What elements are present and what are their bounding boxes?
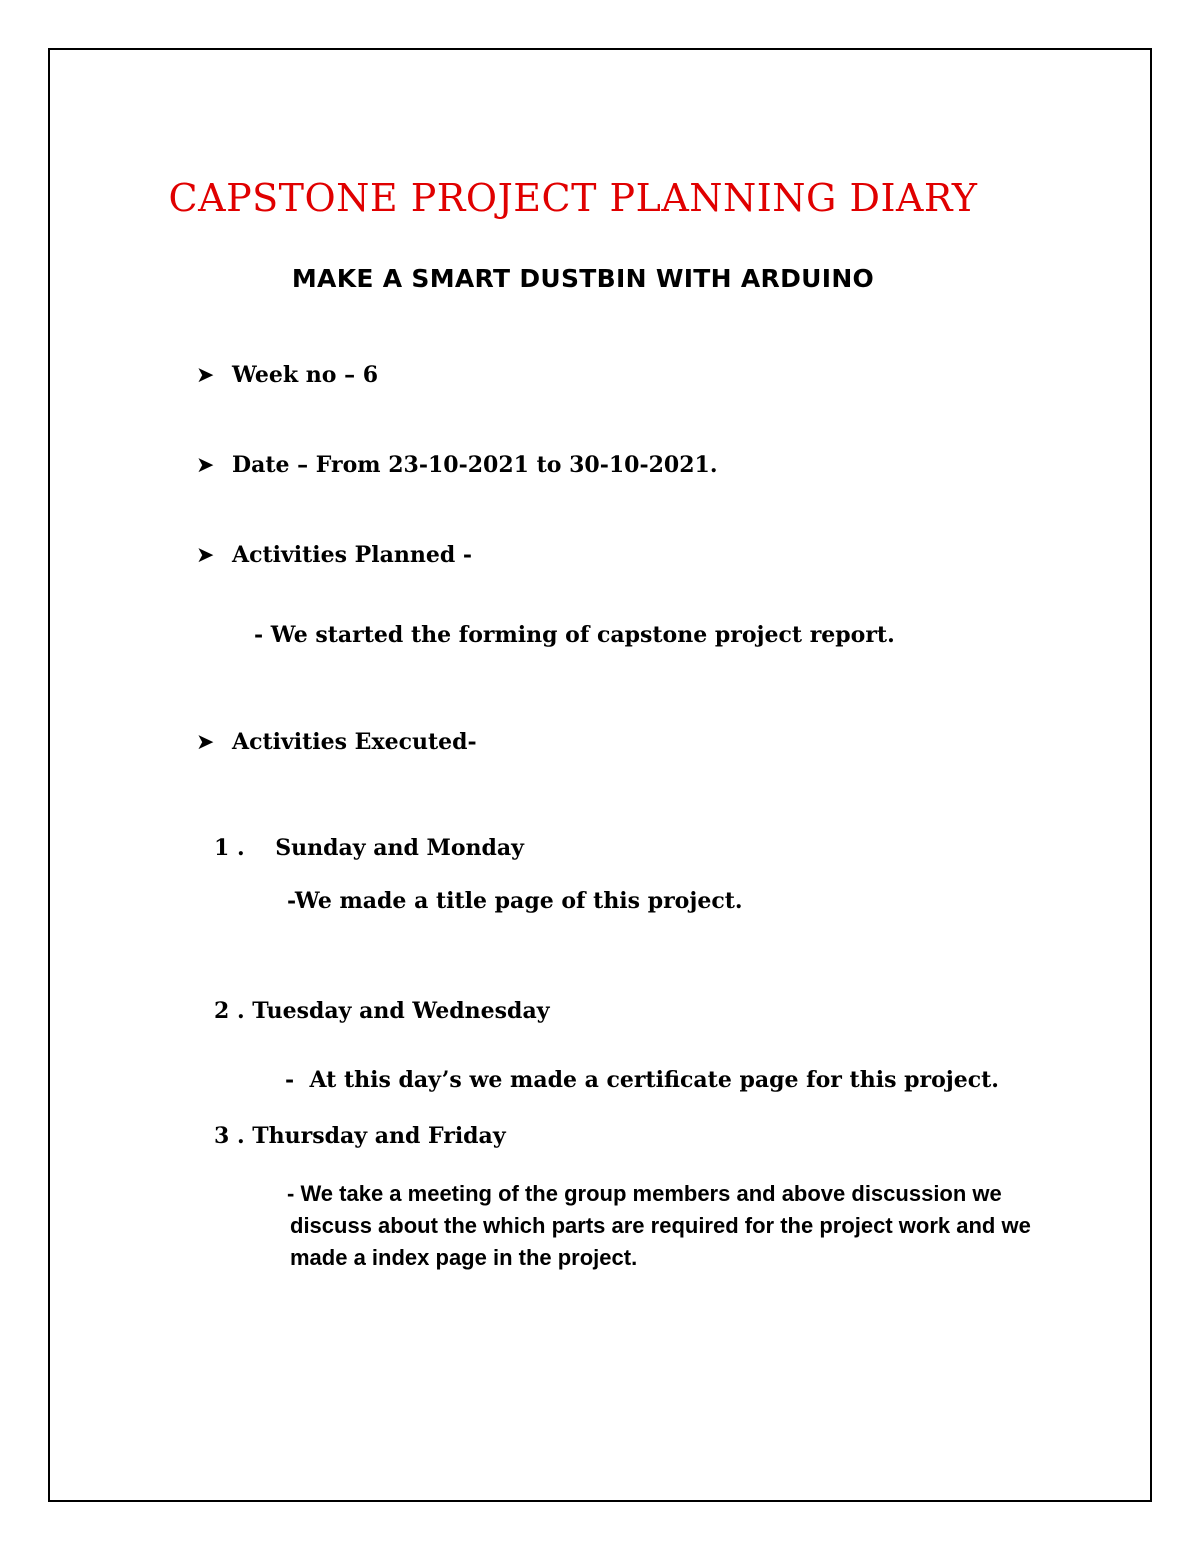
activities-executed-heading: Activities Executed- xyxy=(232,729,477,755)
day-3-text-line: - We take a meeting of the group members and above discussion we xyxy=(287,1181,1002,1206)
activities-planned-text: - We started the forming of capstone project report. xyxy=(254,622,895,648)
activities-planned-heading: Activities Planned - xyxy=(232,542,473,568)
day-3-heading: 3 . Thursday and Friday xyxy=(214,1123,506,1149)
arrow-bullet-icon: ➤ xyxy=(196,453,215,478)
date-range: Date – From 23-10-2021 to 30-10-2021. xyxy=(232,452,718,478)
arrow-bullet-icon: ➤ xyxy=(196,730,215,755)
day-2-heading: 2 . Tuesday and Wednesday xyxy=(214,998,550,1024)
bullet-date xyxy=(196,452,718,478)
day-1-heading: 1 . Sunday and Monday xyxy=(214,835,524,861)
project-subtitle: MAKE A SMART DUSTBIN WITH ARDUINO xyxy=(291,264,875,293)
day-1-text: -We made a title page of this project. xyxy=(287,888,743,914)
bullet-activities-executed xyxy=(196,729,477,755)
day-3-text xyxy=(287,1178,1127,1274)
day-3-text-line: made a index page in the project. xyxy=(290,1245,638,1270)
day-2-text: - At this day’s we made a certificate page for this project. xyxy=(285,1067,999,1093)
arrow-bullet-icon: ➤ xyxy=(196,363,215,388)
bullet-activities-planned xyxy=(196,542,472,568)
day-3-text-line: discuss about the which parts are required for the project work and we xyxy=(290,1213,1031,1238)
bullet-week xyxy=(196,362,378,388)
page-title: CAPSTONE PROJECT PLANNING DIARY xyxy=(168,176,978,220)
arrow-bullet-icon: ➤ xyxy=(196,543,215,568)
week-number: Week no – 6 xyxy=(232,362,379,388)
